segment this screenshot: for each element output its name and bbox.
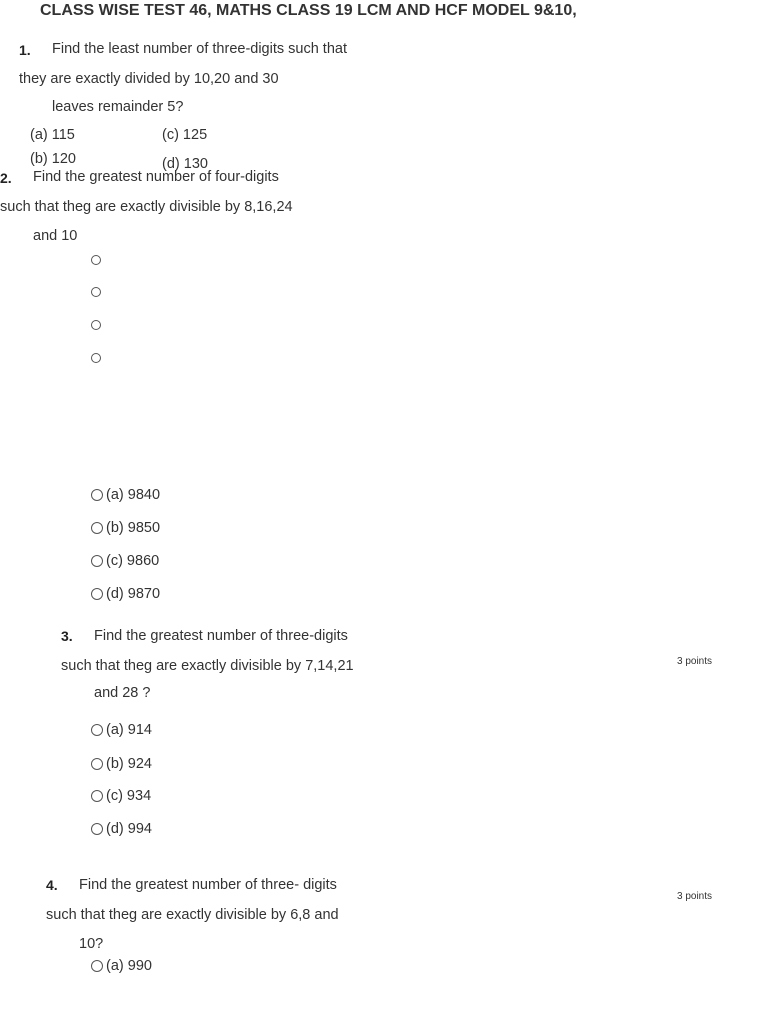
radio-button[interactable]	[91, 588, 103, 600]
question-2-line-1: Find the greatest number of four-digits	[33, 169, 279, 185]
question-3-line-2: such that theg are exactly divisible by 7,14,21	[61, 658, 354, 674]
question-1-option-d: (d) 130	[162, 156, 208, 172]
question-2-line-2: such that theg are exactly divisible by 8,16,24	[0, 199, 293, 215]
question-3-option-d[interactable]: (d) 994	[91, 821, 152, 837]
radio-button[interactable]	[91, 287, 101, 297]
question-1-number: 1.	[19, 42, 31, 58]
question-3-number: 3.	[61, 628, 73, 644]
radio-button[interactable]	[91, 489, 103, 501]
radio-button[interactable]	[91, 724, 103, 736]
question-3-line-1: Find the greatest number of three-digits	[94, 628, 348, 644]
question-2-line-3: and 10	[33, 228, 78, 244]
radio-button[interactable]	[91, 758, 103, 770]
question-4-option-a[interactable]: (a) 990	[91, 958, 152, 974]
question-1-option-a: (a) 115	[30, 127, 75, 143]
radio-button[interactable]	[91, 823, 103, 835]
question-2-option-c[interactable]: (c) 9860	[91, 553, 159, 569]
radio-button[interactable]	[91, 255, 101, 265]
radio-button[interactable]	[91, 522, 103, 534]
question-1-option-b: (b) 120	[30, 151, 76, 167]
question-2-option-a[interactable]: (a) 9840	[91, 487, 160, 503]
radio-button[interactable]	[91, 320, 101, 330]
question-1-line-1: Find the least number of three-digits such that	[52, 41, 347, 57]
question-2-option-d[interactable]: (d) 9870	[91, 586, 160, 602]
question-1-option-c: (c) 125	[162, 127, 208, 143]
question-3-line-3: and 28 ?	[94, 685, 151, 701]
question-3-points: 3 points	[677, 656, 713, 667]
radio-button[interactable]	[91, 960, 103, 972]
question-4-line-2: such that theg are exactly divisible by 6,8 and	[46, 907, 339, 923]
radio-button[interactable]	[91, 353, 101, 363]
question-4-points: 3 points	[677, 891, 713, 902]
radio-button[interactable]	[91, 555, 103, 567]
question-4-number: 4.	[46, 877, 58, 893]
radio-button[interactable]	[91, 790, 103, 802]
question-1-line-2: they are exactly divided by 10,20 and 30	[19, 71, 279, 87]
question-4-line-3: 10?	[79, 936, 104, 952]
question-2-number: 2.	[0, 170, 12, 186]
question-3-option-b[interactable]: (b) 924	[91, 756, 152, 772]
question-3-option-a[interactable]: (a) 914	[91, 722, 152, 738]
question-1-line-3: leaves remainder 5?	[52, 99, 184, 115]
page-title: CLASS WISE TEST 46, MATHS CLASS 19 LCM AND HCF MODEL 9&10,	[40, 2, 577, 19]
question-3-option-c[interactable]: (c) 934	[91, 788, 151, 804]
question-2-option-b[interactable]: (b) 9850	[91, 520, 160, 536]
question-4-line-1: Find the greatest number of three- digits	[79, 877, 337, 893]
